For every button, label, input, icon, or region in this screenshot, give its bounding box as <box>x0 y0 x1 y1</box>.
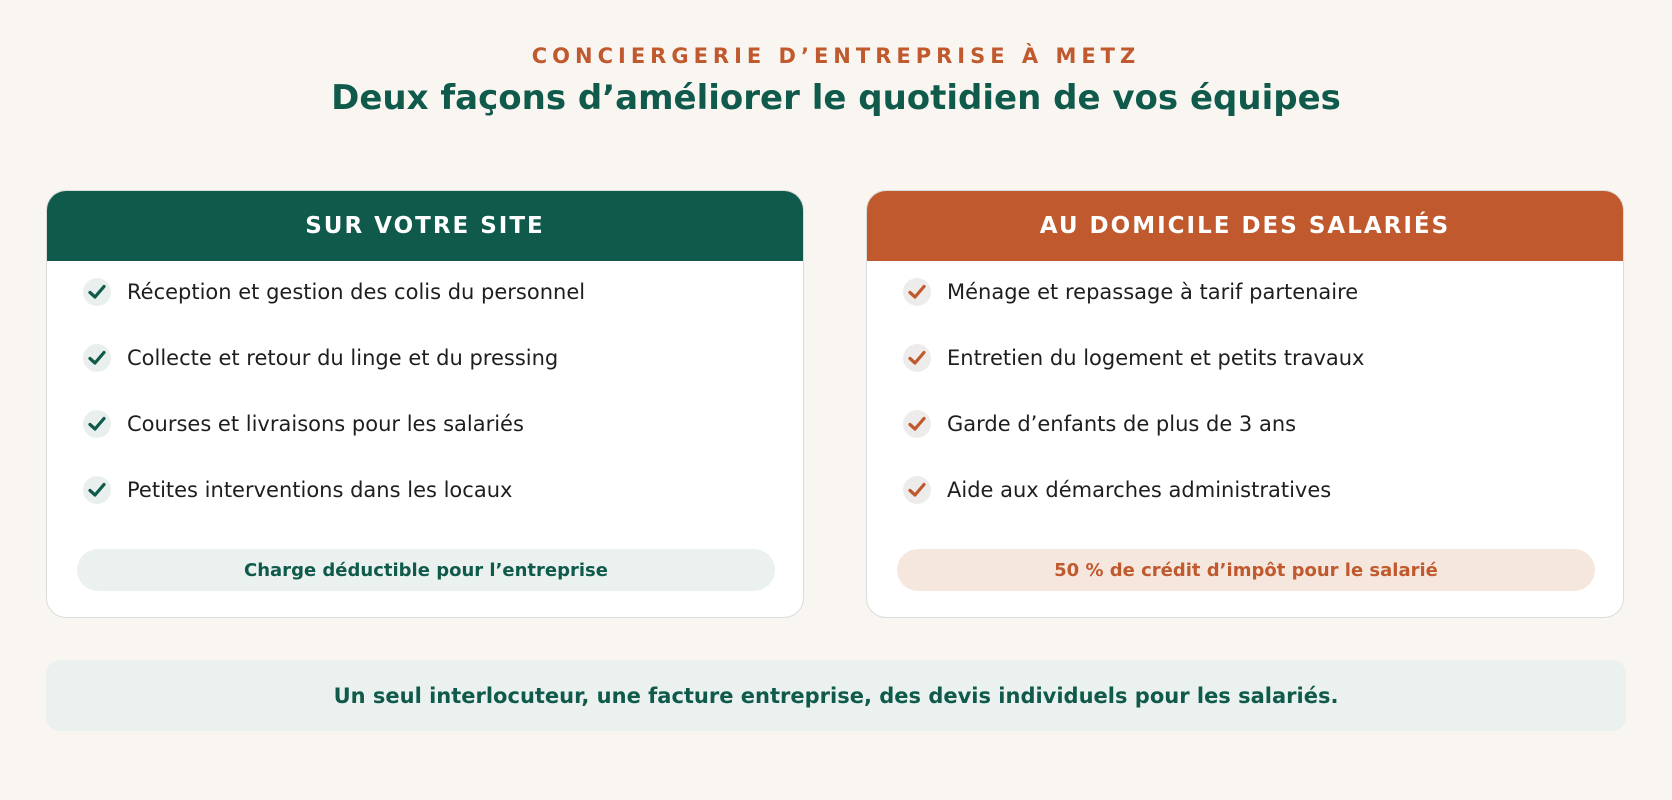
eyebrow-label: CONCIERGERIE D’ENTREPRISE À METZ <box>531 44 1141 68</box>
check-icon <box>83 344 111 372</box>
list-item <box>83 409 524 439</box>
list-item <box>903 475 1331 505</box>
list-item <box>83 475 512 505</box>
card-title: SUR VOTRE SITE <box>47 191 803 261</box>
item-label: Ménage et repassage à tarif partenaire <box>947 280 1359 304</box>
check-icon <box>903 344 931 372</box>
item-label: Entretien du logement et petits travaux <box>947 346 1365 370</box>
check-icon <box>83 410 111 438</box>
check-icon <box>83 476 111 504</box>
item-label: Réception et gestion des colis du personnel <box>127 280 586 304</box>
check-icon <box>903 476 931 504</box>
benefit-badge: 50 % de crédit d’impôt pour le salarié <box>897 549 1595 591</box>
card-on-site <box>46 190 804 618</box>
item-label: Petites interventions dans les locaux <box>127 478 513 502</box>
list-item <box>903 343 1365 373</box>
check-icon <box>903 410 931 438</box>
list-item <box>903 277 1358 307</box>
item-label: Courses et livraisons pour les salariés <box>127 412 524 436</box>
item-label: Aide aux démarches administratives <box>947 478 1332 502</box>
list-item <box>83 277 585 307</box>
item-label: Garde d’enfants de plus de 3 ans <box>947 412 1297 436</box>
summary-banner: Un seul interlocuteur, une facture entreprise, des devis individuels pour les salariés. <box>46 660 1626 731</box>
benefit-badge: Charge déductible pour l’entreprise <box>77 549 775 591</box>
item-label: Collecte et retour du linge et du pressing <box>127 346 559 370</box>
list-item <box>903 409 1296 439</box>
list-item <box>83 343 558 373</box>
check-icon <box>83 278 111 306</box>
card-at-home <box>866 190 1624 618</box>
page-title: Deux façons d’améliorer le quotidien de vos équipes <box>331 78 1341 118</box>
check-icon <box>903 278 931 306</box>
card-title: AU DOMICILE DES SALARIÉS <box>867 191 1623 261</box>
